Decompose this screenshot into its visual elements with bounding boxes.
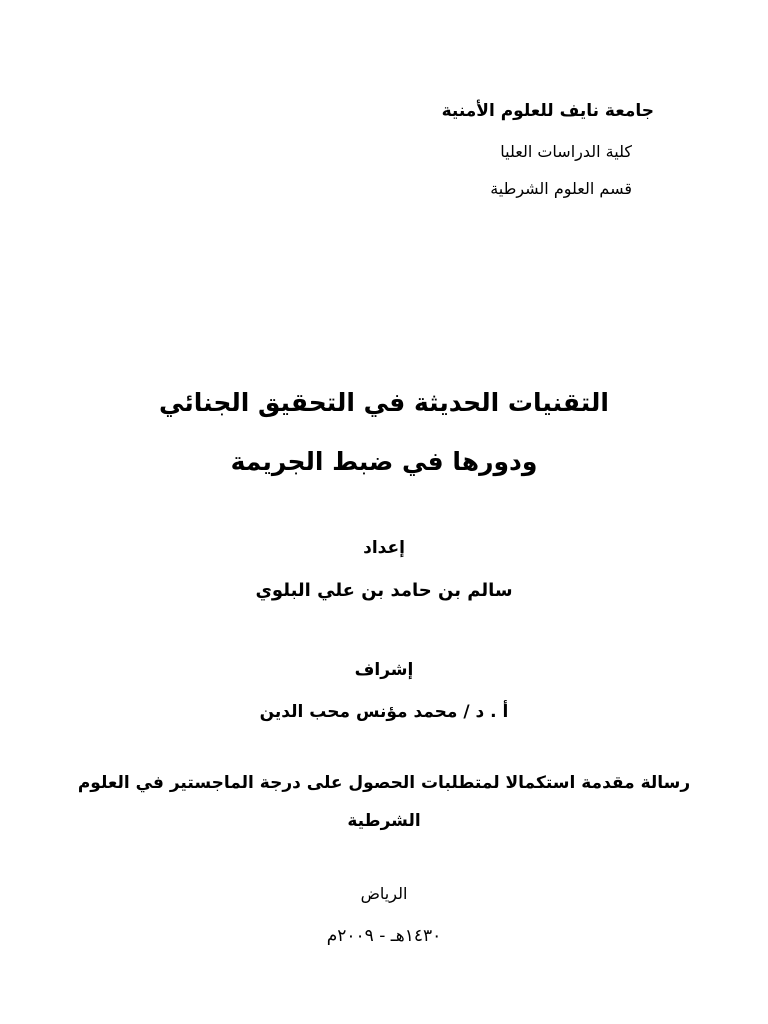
thesis-statement-line-1: رسالة مقدمة استكمالا لمتطلبات الحصول على درجة الماجستير في العلوم: [77, 773, 691, 793]
date: ١٤٣٠هـ - ٢٠٠٩م: [326, 926, 442, 946]
supervision-label: إشراف: [354, 660, 414, 680]
department-name: قسم العلوم الشرطية: [490, 179, 632, 198]
college-name: كلية الدراسات العليا: [500, 142, 632, 161]
place: الرياض: [360, 884, 408, 903]
author-name: سالم بن حامد بن علي البلوي: [255, 580, 513, 601]
thesis-title-line-2: ودورها في ضبط الجريمة: [230, 447, 538, 476]
thesis-statement-line-2: الشرطية: [347, 811, 421, 831]
prepared-by-label: إعداد: [363, 538, 405, 558]
university-name: جامعة نايف للعلوم الأمنية: [441, 101, 654, 121]
thesis-title-line-1: التقنيات الحديثة في التحقيق الجنائي: [159, 388, 609, 417]
supervisor-name: أ . د / محمد مؤنس محب الدين: [259, 702, 509, 722]
